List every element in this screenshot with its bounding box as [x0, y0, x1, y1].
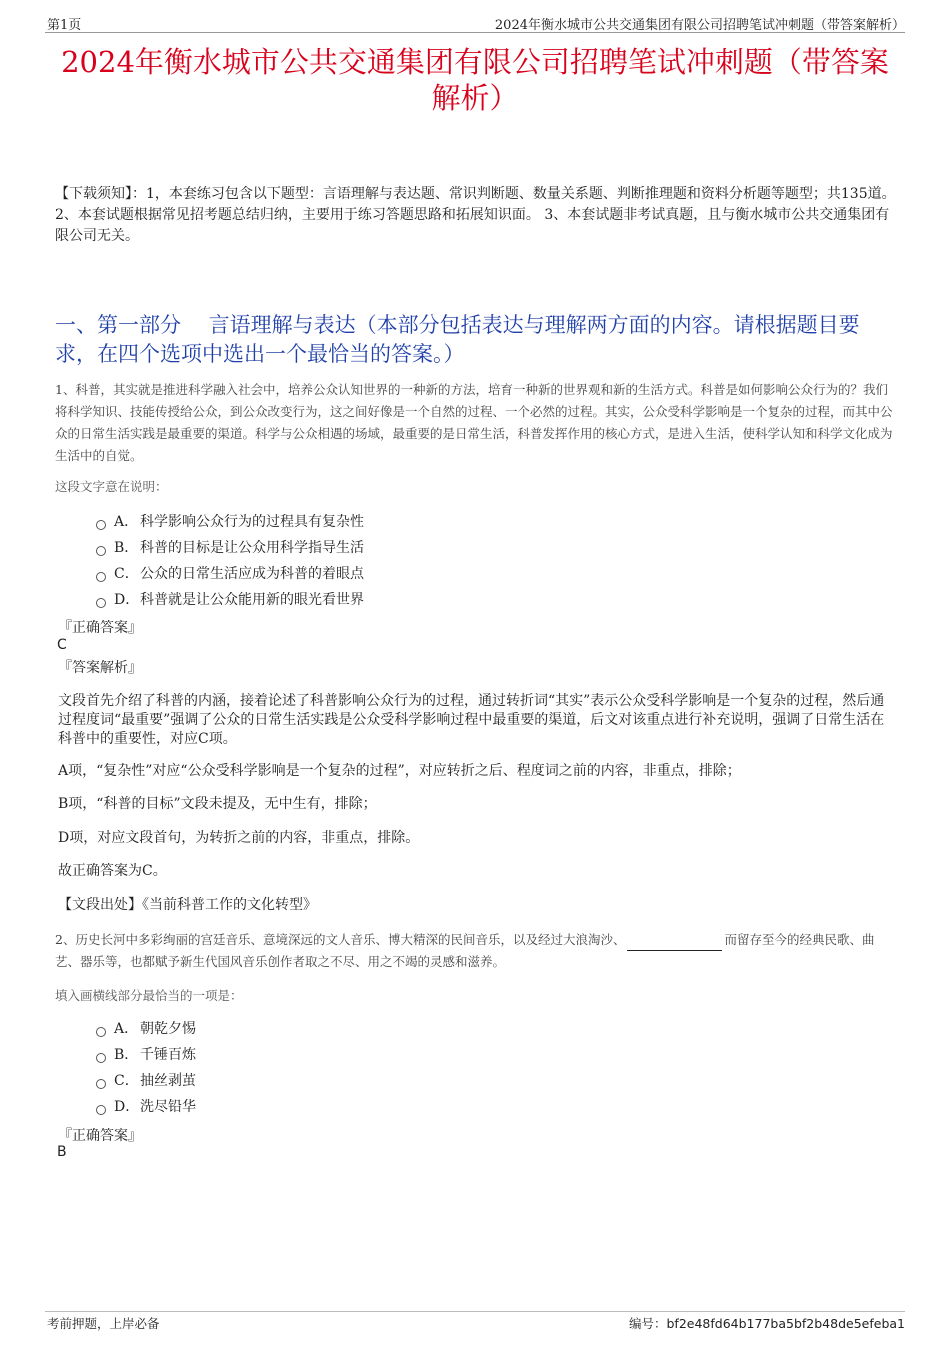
- analysis-option-b: B项，“科普的目标”文段未提及，无中生有，排除；: [58, 796, 377, 812]
- question-1-text: 1、科普，其实就是推进科学融入社会中，培养公众认知世界的一种新的方法，培育一种新的世界观和新的生活方式。科普是如何影响公众行为的？我们将科学知识、技能传授给公众，到公众改变行为，这之间好像是一个自然的过程、一个必然的过程。其实，公众受科学影响是一个复杂的过程，而其中公众的日常生活实践是最重要的渠道。科学与公众相遇的场域，最重要的是日常生活，科普发挥作用的核心方式，是进入生活，使科学认知和科学文化成为生活中的自觉。: [55, 382, 893, 463]
- header-divider: [45, 32, 905, 33]
- footer-slogan: 考前押题，上岸必备: [47, 1316, 160, 1331]
- option-c[interactable]: C． 公众的日常生活应成为科普的着眼点: [96, 561, 364, 587]
- radio-icon[interactable]: [96, 1105, 106, 1115]
- option-b[interactable]: B． 千锤百炼: [96, 1042, 196, 1068]
- answer-value: B: [57, 1144, 67, 1160]
- analysis-label: 『答案解析』: [58, 660, 142, 676]
- question-2-prompt: 填入画横线部分最恰当的一项是：: [55, 988, 243, 1003]
- option-a[interactable]: A． 科学影响公众行为的过程具有复杂性: [96, 509, 364, 535]
- analysis-paragraph: 文段首先介绍了科普的内涵，接着论述了科普影响公众行为的过程，通过转折词“其实”表示公众受科学影响是一个复杂的过程，然后通过程度词“最重要”强调了公众的日常生活实践是公众受科学影响过程中最重要的渠道，后文对该重点进行补充说明，强调了日常生活在科普中的重要性，对应C项。: [58, 693, 885, 747]
- analysis-option-a: A项，“复杂性”对应“公众受科学影响是一个复杂的过程”，对应转折之后、程度词之前的内容，非重点，排除；: [58, 763, 741, 779]
- radio-icon[interactable]: [96, 1079, 106, 1089]
- option-b[interactable]: B． 科普的目标是让公众用科学指导生活: [96, 535, 364, 561]
- option-a[interactable]: A． 朝乾夕惕: [96, 1016, 196, 1042]
- answer-label: 『正确答案』: [58, 1128, 142, 1144]
- answer-value: C: [57, 637, 67, 653]
- fill-blank: [627, 936, 722, 951]
- question-2-text: 2、历史长河中多彩绚丽的宫廷音乐、意境深远的文人音乐、博大精深的民间音乐，以及经过大浪淘沙、 而留存至今的经典民歌、曲艺、器乐等，也都赋予新生代国风音乐创作者取之不尽、用之不竭的灵感和滋养。: [55, 932, 875, 969]
- download-notice: 【下载须知】：1，本套练习包含以下题型：言语理解与表达题、常识判断题、数量关系题、判断推理题和资料分析题等题型；共135道。 2、本套试题根据常见招考题总结归纳，主要用于练习答题思路和拓展知识面。 3、本套试题非考试真题，且与衡水城市公共交通集团有限公司无关。: [55, 186, 896, 244]
- footer-code: 编号：bf2e48fd64b177ba5bf2b48de5efeba1: [628, 1316, 905, 1331]
- header-doc-title: 2024年衡水城市公共交通集团有限公司招聘笔试冲刺题（带答案解析）: [494, 18, 905, 33]
- radio-icon[interactable]: [96, 546, 106, 556]
- page-title: 2024年衡水城市公共交通集团有限公司招聘笔试冲刺题（带答案解析）: [61, 45, 889, 115]
- page-number: 第1页: [47, 18, 82, 33]
- analysis-conclusion: 故正确答案为C。: [58, 863, 167, 879]
- section-heading: 一、第一部分 言语理解与表达（本部分包括表达与理解两方面的内容。请根据题目要求，在四个选项中选出一个最恰当的答案。）: [55, 313, 860, 366]
- analysis-option-d: D项，对应文段首句，为转折之前的内容，非重点，排除。: [58, 830, 420, 846]
- radio-icon[interactable]: [96, 572, 106, 582]
- question-1-options: [96, 509, 364, 613]
- footer-divider: [45, 1311, 905, 1312]
- question-1-prompt: 这段文字意在说明：: [55, 479, 168, 494]
- question-2-options: [96, 1016, 196, 1120]
- option-d[interactable]: D． 洗尽铅华: [96, 1094, 196, 1120]
- radio-icon[interactable]: [96, 1027, 106, 1037]
- radio-icon[interactable]: [96, 1053, 106, 1063]
- option-c[interactable]: C． 抽丝剥茧: [96, 1068, 196, 1094]
- radio-icon[interactable]: [96, 520, 106, 530]
- option-d[interactable]: D． 科普就是让公众能用新的眼光看世界: [96, 587, 364, 613]
- text-source: 【文段出处】《当前科普工作的文化转型》: [58, 897, 317, 913]
- answer-label: 『正确答案』: [58, 620, 142, 636]
- radio-icon[interactable]: [96, 598, 106, 608]
